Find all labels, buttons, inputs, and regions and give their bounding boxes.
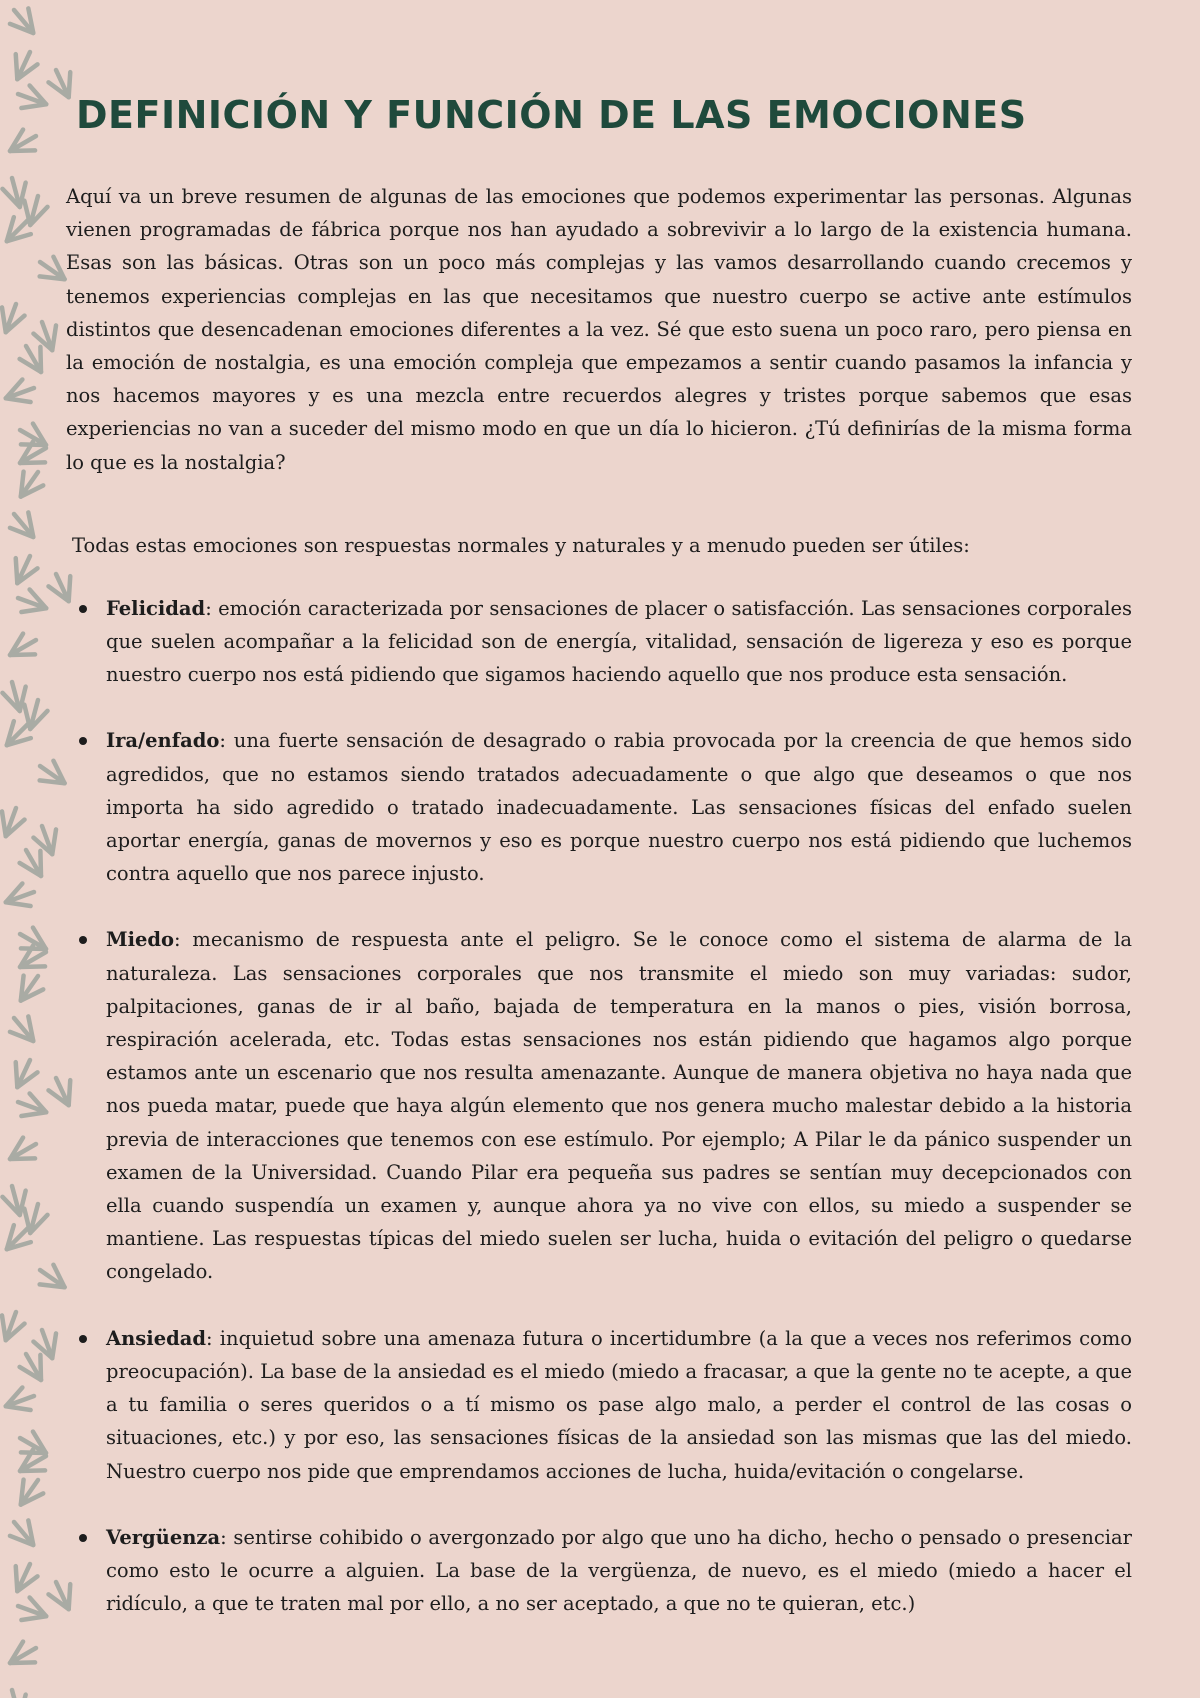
list-item-ira-enfado <box>66 724 1132 890</box>
list-item-miedo <box>66 923 1132 1288</box>
emotion-term: Miedo <box>106 928 175 952</box>
emotion-list <box>66 592 1132 1620</box>
bullet-icon <box>79 1335 87 1343</box>
bullet-icon <box>79 605 87 613</box>
leaf-sprig <box>0 804 27 840</box>
emotion-term: Ira/enfado <box>106 729 220 753</box>
emotion-term: Vergüenza <box>106 1525 221 1549</box>
emotion-description: : una fuerte sensación de desagrado o rabia provocada por la creencia de que hemos sido agredidos, que no estamos siendo tratados adecuadamente o que algo que deseamos o que nos importa ha sido agredido o tratado inadecuadamente. Las sensaciones físicas del enfado suelen aportar energía, ganas de movernos y eso es porque nuestro cuerpo nos está pidiendo que luchemos contra aquello que nos parece injusto. <box>106 729 1132 886</box>
leaf-sprig <box>31 318 64 354</box>
list-item-felicidad <box>66 592 1132 692</box>
leaf-sprig <box>5 2 43 40</box>
leaf-sprig <box>4 126 42 162</box>
emotion-term: Ansiedad <box>106 1326 207 1350</box>
leaf-sprig <box>6 47 40 84</box>
emotion-term: Felicidad <box>106 596 206 620</box>
list-item-verguenza <box>66 1521 1132 1621</box>
leaf-sprig <box>14 83 50 116</box>
leaf-sprig <box>5 1514 43 1552</box>
leaf-sprig <box>6 1055 40 1092</box>
document-page <box>66 88 1132 1653</box>
bullet-icon <box>79 936 87 944</box>
bullet-icon <box>79 737 87 745</box>
leaf-sprig <box>6 551 40 588</box>
bullet-icon <box>79 1534 87 1542</box>
leaf-sprig <box>11 1473 48 1511</box>
emotion-description: : sentirse cohibido o avergonzado por algo que uno ha dicho, hecho o pensado o presenciar como esto le ocurre a alguien. La base de la vergüenza, de nuevo, es el miedo (miedo a hacer el ridículo, a que te traten mal por ello, a no ser aceptado, a que no te quieran, etc.) <box>106 1525 1132 1616</box>
leaf-sprig <box>2 1385 38 1418</box>
list-item-ansiedad <box>66 1322 1132 1488</box>
leaf-sprig <box>0 300 27 336</box>
leaf-sprig <box>11 465 48 503</box>
emotion-description: : mecanismo de respuesta ante el peligro. Se le conoce como el sistema de alarma de la naturaleza. Las sensaciones corporales que nos transmite el miedo son muy variadas: sudor, palpitaciones, ganas de ir al baño, bajada de temperatura en la manos o pies, visión borrosa, respiración acelerada, etc. Todas estas sensaciones nos están pidiendo que hagamos algo porque estamos ante un escenario que nos resulta amenazante. Aunque de manera objetiva no haya nada que nos pueda matar, puede que haya algún elemento que nos genera mucho malestar debido a la historia previa de interacciones que tenemos con ese estímulo. Por ejemplo; A Pilar le da pánico suspender un examen de la Universidad. Cuando Pilar era pequeña sus padres se sentían muy decepcionados con ella cuando suspendía un examen y, aunque ahora ya no vive con ellos, su miedo a suspender se mantiene. Las respuestas típicas del miedo suelen ser lucha, huida o evitación del peligro o quedarse congelado. <box>106 928 1132 1284</box>
leaf-sprig <box>31 1326 64 1362</box>
intro-paragraph: Aquí va un breve resumen de algunas de las emociones que podemos experimentar las personas. Algunas vienen programadas de fábrica porque nos han ayudado a sobrevivir a lo largo de la existencia humana. Esas son las básicas. Otras son un poco más complejas y las vamos desarrollando cuando crecemos y tenemos experiencias complejas en las que necesitamos que nuestro cuerpo se active ante estímulos distintos que desencadenan emociones diferentes a la vez. Sé que esto suena un poco raro, pero piensa en la emoción de nostalgia, es una emoción compleja que empezamos a sentir cuando pasamos la infancia y nos hacemos mayores y es una mezcla entre recuerdos alegres y tristes porque sabemos que esas experiencias no van a suceder del mismo modo en que un día lo hicieron. ¿Tú definirías de la misma forma lo que es la nostalgia? <box>66 185 1132 474</box>
emotion-description: : emoción caracterizada por sensaciones de placer o satisfacción. Las sensaciones corporales que suelen acompañar a la felicidad son de energía, vitalidad, sensación de ligereza y eso es porque nuestro cuerpo nos está pidiendo que sigamos haciendo aquello que nos produce esta sensación. <box>106 596 1132 687</box>
emotion-description: : inquietud sobre una amenaza futura o incertidumbre (a la que a veces nos referimos como preocupación). La base de la ansiedad es el miedo (miedo a fracasar, a que la gente no te acepte, a que a tu familia o seres queridos o a tí mismo os pase algo malo, a perder el control de las cosas o situaciones, etc.) y por eso, las sensaciones físicas de la ansiedad son las mismas que las del miedo. Nuestro cuerpo nos pide que emprendamos acciones de lucha, huida/evitación o congelarse. <box>106 1326 1132 1483</box>
leaf-sprig <box>4 1638 42 1674</box>
leaf-sprig <box>14 1091 50 1124</box>
leaf-sprig <box>6 1559 40 1596</box>
leaf-sprig <box>0 1308 27 1344</box>
leaf-sprig <box>14 587 50 620</box>
leaf-sprig <box>4 630 42 666</box>
leaf-sprig <box>5 506 43 544</box>
leaf-sprig <box>31 822 64 858</box>
leaf-sprig <box>4 1134 42 1170</box>
leaf-sprig <box>2 881 38 914</box>
leaf-sprig <box>5 1010 43 1048</box>
list-lead-sentence: Todas estas emociones son respuestas normales y naturales y a menudo pueden ser útiles: <box>72 533 970 557</box>
leaf-sprig <box>2 377 38 410</box>
page-title: DEFINICIÓN Y FUNCIÓN DE LAS EMOCIONES <box>76 93 1027 137</box>
leaf-sprig <box>11 969 48 1007</box>
leaf-sprig <box>14 1595 50 1628</box>
leaf-sprig <box>0 1687 31 1698</box>
